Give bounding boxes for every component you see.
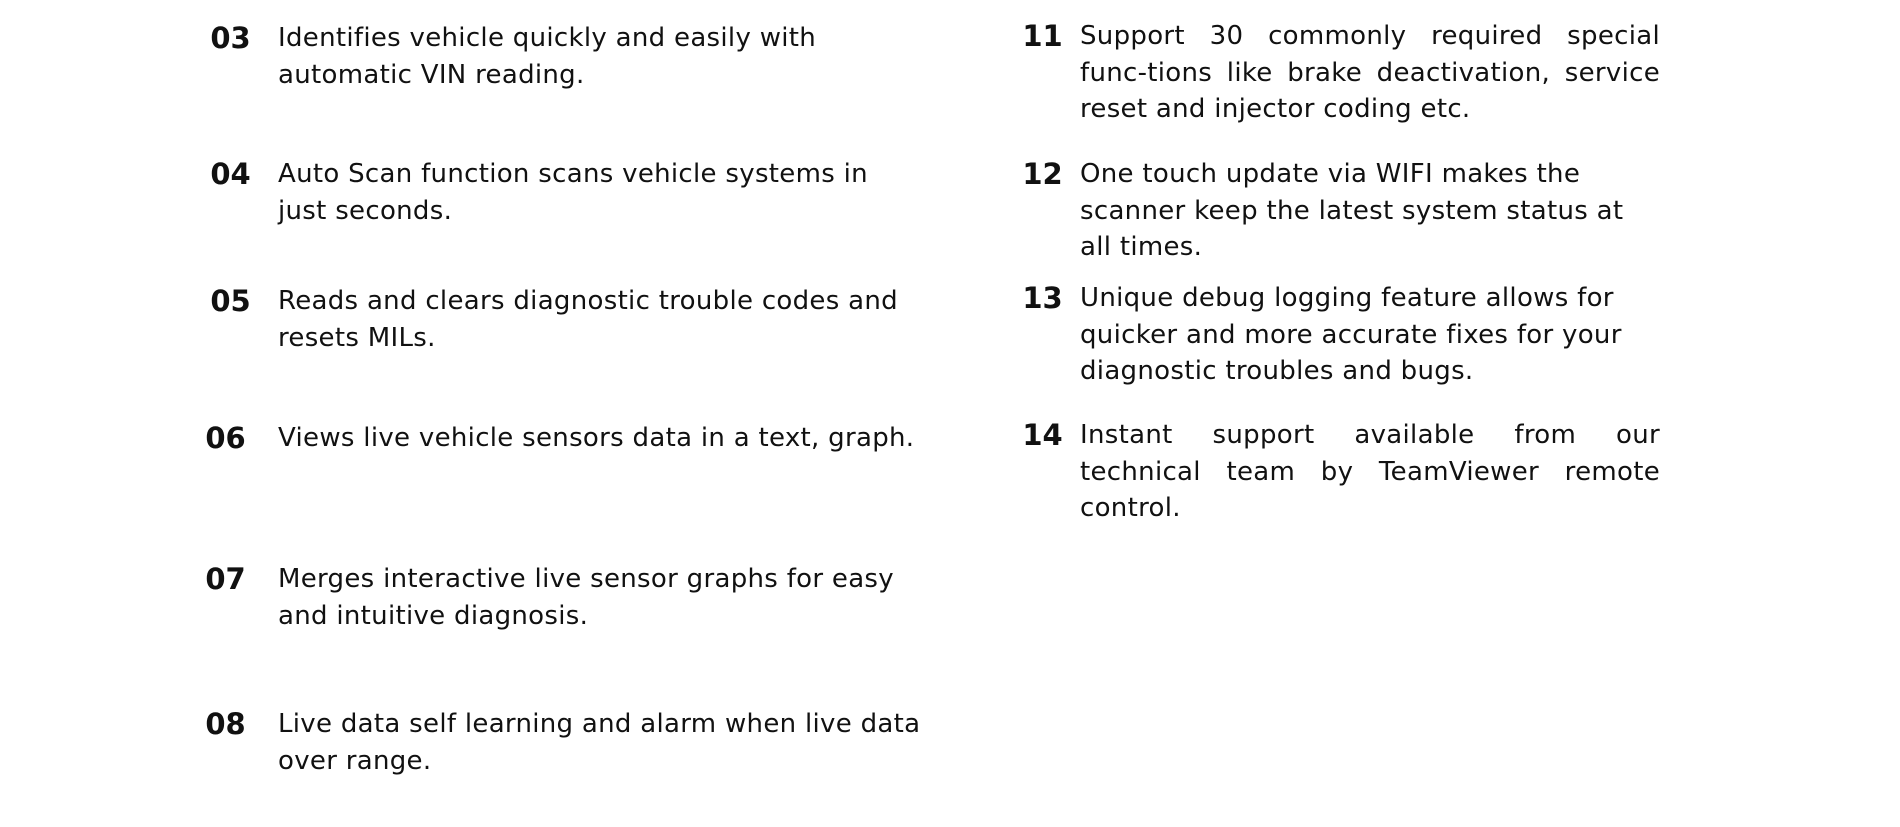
feature-description: Views live vehicle sensors data in a text, graph. — [278, 423, 915, 453]
feature-description: Identifies vehicle quickly and easily with automatic VIN reading. — [278, 23, 817, 90]
feature-description: Live data self learning and alarm when live data over range. — [278, 709, 921, 776]
feature-description: Auto Scan function scans vehicle systems in just seconds. — [278, 159, 868, 226]
feature-description: Unique debug logging feature allows for quicker and more accurate fixes for your diagnostic troubles and bugs. — [1080, 283, 1622, 386]
feature-description: Merges interactive live sensor graphs for easy and intuitive diagnosis. — [278, 564, 894, 631]
feature-number: 08 — [205, 707, 246, 741]
feature-description: Reads and clears diagnostic trouble codes and resets MILs. — [278, 286, 898, 353]
feature-number: 14 — [1022, 418, 1063, 452]
feature-number: 12 — [1022, 157, 1063, 191]
feature-number: 07 — [205, 562, 246, 596]
feature-number: 11 — [1022, 19, 1063, 53]
feature-description: One touch update via WIFI makes the scanner keep the latest system status at all times. — [1080, 159, 1624, 262]
feature-number: 13 — [1022, 281, 1063, 315]
feature-number: 05 — [210, 284, 251, 318]
feature-number: 04 — [210, 157, 251, 191]
feature-number: 03 — [210, 21, 251, 55]
feature-number: 06 — [205, 421, 246, 455]
feature-description: Instant support available from our technical team by TeamViewer remote control. — [1080, 420, 1660, 523]
feature-description: Support 30 commonly required special func-tions like brake deactivation, service reset and injector coding etc. — [1080, 21, 1660, 124]
